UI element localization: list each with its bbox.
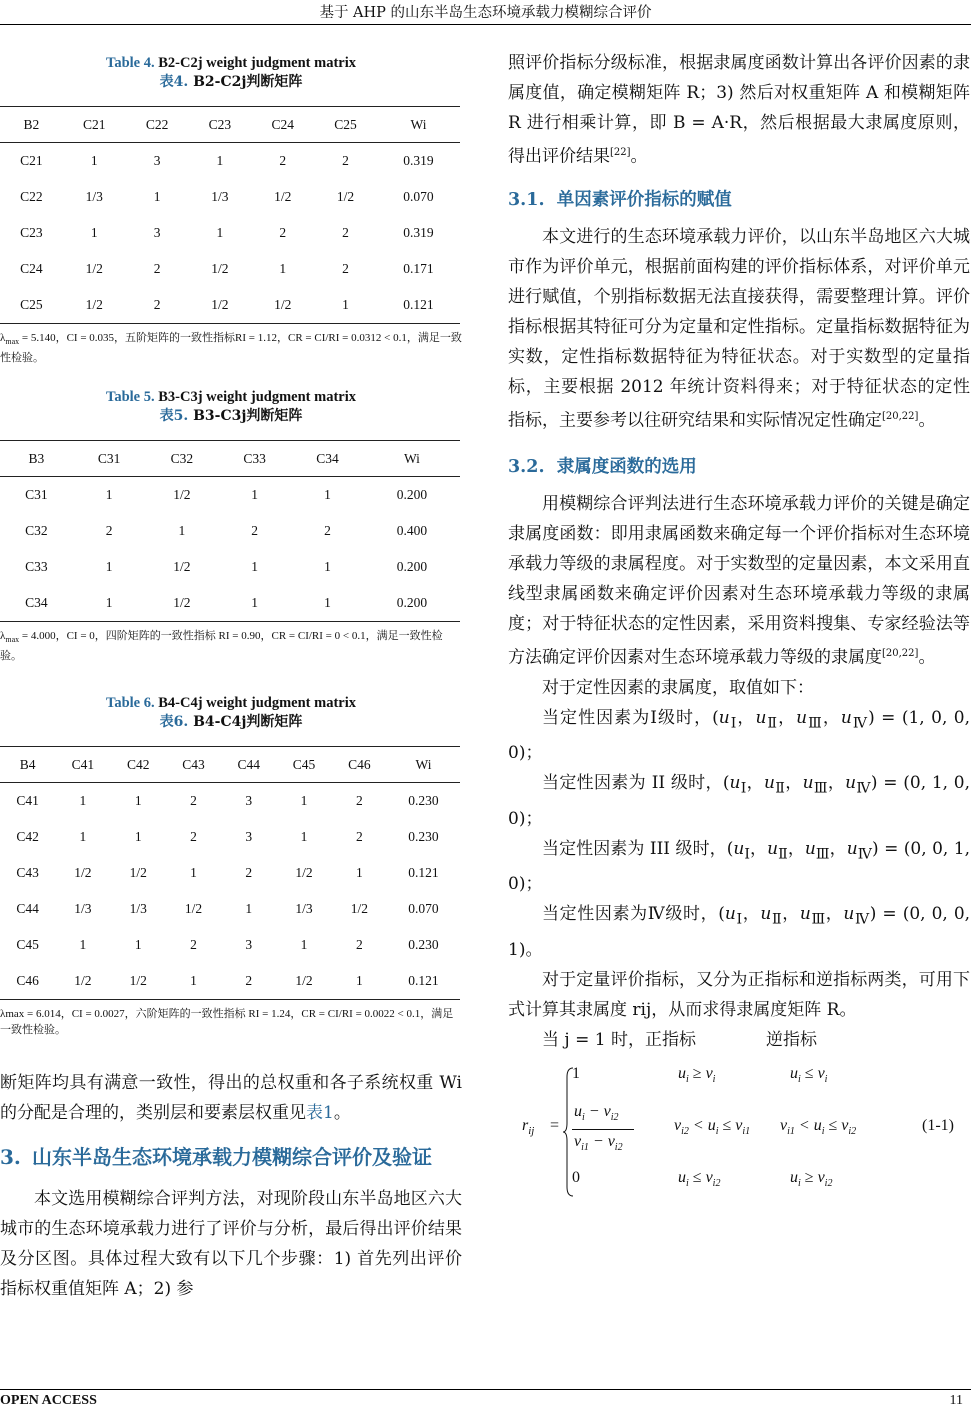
table4-cell: 1/2 <box>274 189 292 204</box>
level-3-line: 当定性因素为 III 级时，($u_Ⅰ$，$u_Ⅱ$，$u_Ⅲ$，$u_Ⅳ) = (0$, 0, 1, 0)； <box>508 838 971 895</box>
table6-cell: 2 <box>245 865 253 881</box>
table6-cell: C43 <box>16 865 39 881</box>
table6-title-zh: B4-C4j判断矩阵 <box>193 714 303 731</box>
table6-cell: 1/3 <box>129 901 147 917</box>
table4-cell: C21 <box>20 153 43 168</box>
table4-cell: 0.319 <box>403 153 434 168</box>
table6-col-header: C43 <box>166 747 221 783</box>
table6-cell: 1/2 <box>276 963 331 1000</box>
table4-cell: 2 <box>342 153 349 168</box>
table4-col-header: C21 <box>63 107 126 143</box>
table6-cell: 1 <box>166 963 221 1000</box>
footer <box>0 1389 971 1412</box>
right-column <box>508 54 970 1207</box>
left-paragraph-1: 断矩阵均具有满意一致性，得出的总权重和各子系统权重 Wi 的分配是合理的，类别层和要素层权重见表1。 <box>0 1073 462 1124</box>
table6-cell: 3 <box>245 793 253 809</box>
table4-title-en: B2-C2j weight judgment matrix <box>158 55 356 71</box>
table6-cell: 1/2 <box>55 963 110 1000</box>
table5-cell: 1 <box>178 523 186 539</box>
table4-header-row <box>0 107 460 143</box>
table6-cell: 1 <box>300 829 308 845</box>
table1-link[interactable]: 表1 <box>306 1103 334 1124</box>
table5-title-en: B3-C3j weight judgment matrix <box>158 389 356 406</box>
table5-title-zh: B3-C3j判断矩阵 <box>193 408 303 425</box>
table6-header-row <box>0 747 460 783</box>
table4-cell: 0.171 <box>403 261 434 276</box>
table4-cell: 1/3 <box>85 189 103 204</box>
table5-cell: 0.200 <box>396 487 428 503</box>
section-3-heading: 3. 山东半岛生态环境承载力模糊综合评价及验证 <box>0 1145 432 1170</box>
table4-cell: 3 <box>153 153 161 168</box>
table6-col-header: Wi <box>387 747 460 783</box>
table6-row <box>0 891 460 927</box>
table4-cell: 1/2 <box>211 261 229 276</box>
table6-cell: 3 <box>245 829 253 845</box>
table6 <box>0 746 460 1000</box>
table6-col-header: C46 <box>332 747 387 783</box>
table6-cell: 1 <box>134 829 142 845</box>
table6-title-en: B4-C4j weight judgment matrix <box>158 695 356 712</box>
table6-cell: 1/2 <box>184 901 203 917</box>
table5-cell: 1/2 <box>146 585 219 622</box>
table5-cell: 2 <box>251 523 259 539</box>
table5-cell: 1 <box>105 559 113 575</box>
table4-label-zh: 表4. <box>159 74 189 90</box>
table4-cell: C23 <box>20 225 43 240</box>
table4-title-zh: B2-C2j判断矩阵 <box>193 74 303 90</box>
table4-col-header: Wi <box>377 107 460 143</box>
table4-cell: 0.121 <box>377 287 460 324</box>
table5-cell: C32 <box>25 523 48 539</box>
table6-cell: C45 <box>16 937 39 953</box>
table5-cell: 2 <box>105 523 113 539</box>
table4-cell: C22 <box>20 189 43 204</box>
table6-cell: 1/2 <box>129 865 147 881</box>
table5-cell: 1 <box>324 559 331 575</box>
table4-cell: 0.070 <box>403 189 434 204</box>
table6-label-zh: 表6. <box>159 714 189 731</box>
table6-cell: 2 <box>355 937 363 953</box>
level-4-line: 当定性因素为Ⅳ级时，($u_Ⅰ$，$u_Ⅱ$，$u_Ⅲ$，$u_Ⅳ) = (0$, 0, 0, 1)。 <box>508 904 971 960</box>
table4-cell: 1/2 <box>63 287 126 324</box>
table5-col-header: Wi <box>364 441 460 477</box>
table6-cell: 1 <box>79 793 87 809</box>
table4-cell: 2 <box>342 225 349 240</box>
table6-row <box>0 927 460 963</box>
right-paragraph-1: 照评价指标分级标准，根据隶属度函数计算出各评价因素的隶属度值，确定模糊矩阵 R；3) 然后对权重矩阵 A 和模糊矩阵 R 进行相乘计算，即 B = A·R，然后根据最大隶属度原则，得出评价结果[22]。 <box>508 53 970 167</box>
left-paragraph-2: 本文选用模糊综合评判方法，对现阶段山东半岛地区六大城市的生态环境承载力进行了评价与分析，最后得出评价结果及分区图。具体过程大致有以下几个步骤：1) 首先列出评价指标权重值矩阵 A；2) 参 <box>0 1189 462 1300</box>
table4-col-header: C23 <box>188 107 251 143</box>
table4-cell: 1 <box>314 287 377 324</box>
table6-cell: 2 <box>221 963 276 1000</box>
table5-row <box>0 477 460 514</box>
table5-cell: C31 <box>25 487 48 503</box>
table5 <box>0 440 460 622</box>
table6-col-header: C42 <box>111 747 166 783</box>
table4-row <box>0 251 460 287</box>
table6-cell: 1 <box>79 829 87 845</box>
table4-row <box>0 179 460 215</box>
table4 <box>0 106 460 324</box>
table4-label-en: Table 4. <box>106 55 155 71</box>
table6-cell: 1/2 <box>74 865 92 881</box>
table6-cell: 1/2 <box>295 865 313 881</box>
table5-cell: 1 <box>291 585 364 622</box>
table6-cell: 0.121 <box>387 963 460 1000</box>
right-paragraph-4: 对于定性因素的隶属度，取值如下： <box>542 677 814 698</box>
table6-cell: 2 <box>355 829 363 845</box>
table6-label-en: Table 6. <box>106 695 155 712</box>
table5-label-zh: 表5. <box>159 408 189 425</box>
table6-cell: 1 <box>134 793 142 809</box>
table6-cell: 3 <box>245 937 253 953</box>
table4-cell: 1 <box>90 225 98 240</box>
table6-note: λmax = 6.014，CI = 0.0027，六阶矩阵的一致性指标 RI = 1.24，CR = CI/RI = 0.0022 < 0.1，满足一致性检验。 <box>0 1008 454 1037</box>
equation-1-1: $r_{ij}$ = 1 $u_i \ge v_i$ $u_i \le v_i$ $u_i - v_{i2}$ $v_{i1} - v_{i2}$ $v_{i2} < u_i \le v_{i1}$ $v_{i1} < u_i \le v_{i2}$ 0 $u_i \le v_{i2}$ $u_i \ge v_{i2}$ (1-1) <box>508 1055 970 1207</box>
table4-cell: 1 <box>216 225 224 240</box>
table5-row <box>0 549 460 585</box>
table5-label-en: Table 5. <box>106 389 155 406</box>
table6-cell: C44 <box>16 901 39 917</box>
table4-cell: 2 <box>126 287 189 324</box>
page-number: 11 <box>949 1393 963 1408</box>
table6-cell: 1 <box>300 793 308 809</box>
table5-col-header: C33 <box>218 441 291 477</box>
table6-cell: 0.121 <box>408 865 439 881</box>
table5-cell: 0.200 <box>364 585 460 622</box>
table5-cell: C33 <box>25 559 48 575</box>
table5-cell: 1 <box>324 487 331 503</box>
table5-cell: C34 <box>0 585 73 622</box>
table5-cell: 0.200 <box>396 559 428 575</box>
right-paragraph-3: 用模糊综合评判法进行生态环境承载力评价的关键是确定隶属度函数：即用隶属函数来确定每一个评价指标对生态环境承载力等级的隶属程度。对于实数型的定量因素，本文采用直线型隶属函数来确定评价因素对生态环境承载力等级的隶属度；对于特征状态的定性因素，采用资料搜集、专家经验法等方法确定评价因素对生态环境承载力等级的隶属度[20,22]。 <box>508 494 970 668</box>
table4-cell: 2 <box>279 153 287 168</box>
level-2-line: 当定性因素为 II 级时，($u_Ⅰ$，$u_Ⅱ$，$u_Ⅲ$，$u_Ⅳ) = (0$, 1, 0, 0)； <box>508 773 971 829</box>
table4-col-header: C25 <box>314 107 377 143</box>
table6-cell: 0.230 <box>408 937 439 953</box>
table6-col-header: C41 <box>55 747 110 783</box>
table4-cell: 1/2 <box>85 261 103 276</box>
table6-cell: 2 <box>190 793 197 809</box>
table5-col-header: C32 <box>146 441 219 477</box>
table6-row <box>0 963 460 1000</box>
table4-cell: 1/2 <box>336 189 355 204</box>
table5-cell: 1/2 <box>173 559 191 575</box>
right-paragraph-2: 本文进行的生态环境承载力评价，以山东半岛地区六大城市作为评价单元，根据前面构建的评价指标体系，对评价单元进行赋值，个别指标数据无法直接获得，需要整理计算。评价指标根据其特征可分为定量和定性指标。定量指标数据特征为实数，定性指标数据特征为特征状态。对于实数型的定量指标，主要根据 2012 年统计资料得来；对于特征状态的定性指标，主要参考以往研究结果和实际情况定性确定[20,22]。 <box>508 226 970 431</box>
table6-cell: 1 <box>245 901 253 917</box>
table5-cell: 1 <box>73 585 146 622</box>
table4-row <box>0 215 460 251</box>
table6-cell: 1/3 <box>295 901 313 917</box>
table6-row <box>0 855 460 891</box>
fraction-bar <box>572 1129 634 1130</box>
table6-cell: C42 <box>16 829 39 845</box>
table6-cell: 1 <box>134 937 142 953</box>
table4-cell: C24 <box>20 261 43 276</box>
table6-col-header: B4 <box>0 747 55 783</box>
right-paragraph-6: 当 j = 1 时，正指标 逆指标 <box>542 1029 817 1050</box>
table4-col-header: C24 <box>251 107 314 143</box>
table4-cell: 1/3 <box>211 189 229 204</box>
table6-cell: 0.230 <box>408 793 439 809</box>
table4-cell: 3 <box>153 225 161 240</box>
table5-cell: 1 <box>218 585 291 622</box>
table5-row <box>0 585 460 622</box>
table4-note: $\lambda_{max} = 5.140$，CI = 0.035，五阶矩阵的一致性指标RI = 1.12，CR = CI/RI = 0.0312 < 0.1，满足一致性检验。 <box>0 332 462 365</box>
table5-note: $\lambda_{max} = 4.000$，CI = 0，四阶矩阵的一致性指标 RI = 0.90，CR = CI/RI = 0 < 0.1，满足一致性检验。 <box>0 630 443 663</box>
left-column <box>0 54 462 1304</box>
table5-cell: 1 <box>251 559 259 575</box>
table5-caption <box>0 388 462 426</box>
table4-row <box>0 143 460 180</box>
table6-cell: 1 <box>300 937 308 953</box>
table5-cell: 1/2 <box>173 487 191 503</box>
table4-cell: 2 <box>342 261 349 276</box>
table5-cell: 2 <box>324 523 331 539</box>
section-3-2-heading: 3.2. 隶属度函数的选用 <box>508 457 697 478</box>
table5-cell: 1 <box>251 487 259 503</box>
table6-cell: 1/2 <box>350 901 368 917</box>
table4-cell: 1 <box>216 153 224 168</box>
table6-cell: 1 <box>190 865 197 881</box>
table6-col-header: C44 <box>221 747 276 783</box>
table6-cell: 1/3 <box>74 901 92 917</box>
table5-row <box>0 513 460 549</box>
table4-col-header: B2 <box>0 107 63 143</box>
table6-cell: 0.230 <box>408 829 439 845</box>
open-access-label: OPEN ACCESS <box>0 1393 97 1408</box>
table5-col-header: C31 <box>73 441 146 477</box>
table4-cell: 2 <box>153 261 161 276</box>
table4-cell: 1 <box>90 153 98 168</box>
table6-cell: 1 <box>79 937 87 953</box>
table6-col-header: C45 <box>276 747 331 783</box>
table6-cell: 1/2 <box>111 963 166 1000</box>
table5-cell: 0.400 <box>396 523 428 539</box>
table5-cell: 1 <box>105 487 113 503</box>
table6-row <box>0 783 460 820</box>
table4-cell: C25 <box>0 287 63 324</box>
table6-cell: 1 <box>355 865 363 881</box>
table4-cell: 1/2 <box>188 287 251 324</box>
table6-cell: C41 <box>16 793 39 809</box>
table5-col-header: C34 <box>291 441 364 477</box>
table4-col-header: C22 <box>126 107 189 143</box>
table5-col-header: B3 <box>0 441 73 477</box>
table5-header-row <box>0 441 460 477</box>
table6-cell: 2 <box>355 793 363 809</box>
table4-cell: 1 <box>153 189 161 204</box>
table4-row <box>0 287 460 324</box>
table6-cell: C46 <box>0 963 55 1000</box>
table6-cell: 2 <box>190 937 197 953</box>
table4-cell: 0.319 <box>403 225 434 240</box>
section-3-1-heading: 3.1. 单因素评价指标的赋值 <box>508 189 732 210</box>
table6-cell: 0.070 <box>408 901 439 917</box>
equation-label: (1-1) <box>922 1116 954 1134</box>
table4-cell: 1 <box>279 261 287 276</box>
table6-row <box>0 819 460 855</box>
table6-cell: 2 <box>190 829 197 845</box>
running-header: 基于 AHP 的山东半岛生态环境承载力模糊综合评价 <box>0 0 971 25</box>
table6-cell: 1 <box>332 963 387 1000</box>
table4-caption <box>0 54 462 92</box>
table6-caption <box>0 694 462 732</box>
table4-cell: 1/2 <box>251 287 314 324</box>
level-1-line: 当定性因素为Ⅰ级时，($u_Ⅰ$，$u_Ⅱ$，$u_Ⅲ$，$u_Ⅳ) = (1$, 0, 0, 0)； <box>508 707 971 764</box>
table4-cell: 2 <box>279 225 287 240</box>
right-paragraph-5: 对于定量评价指标，又分为正指标和逆指标两类，可用下式计算其隶属度 rij，从而求得隶属度矩阵 R。 <box>508 969 970 1020</box>
